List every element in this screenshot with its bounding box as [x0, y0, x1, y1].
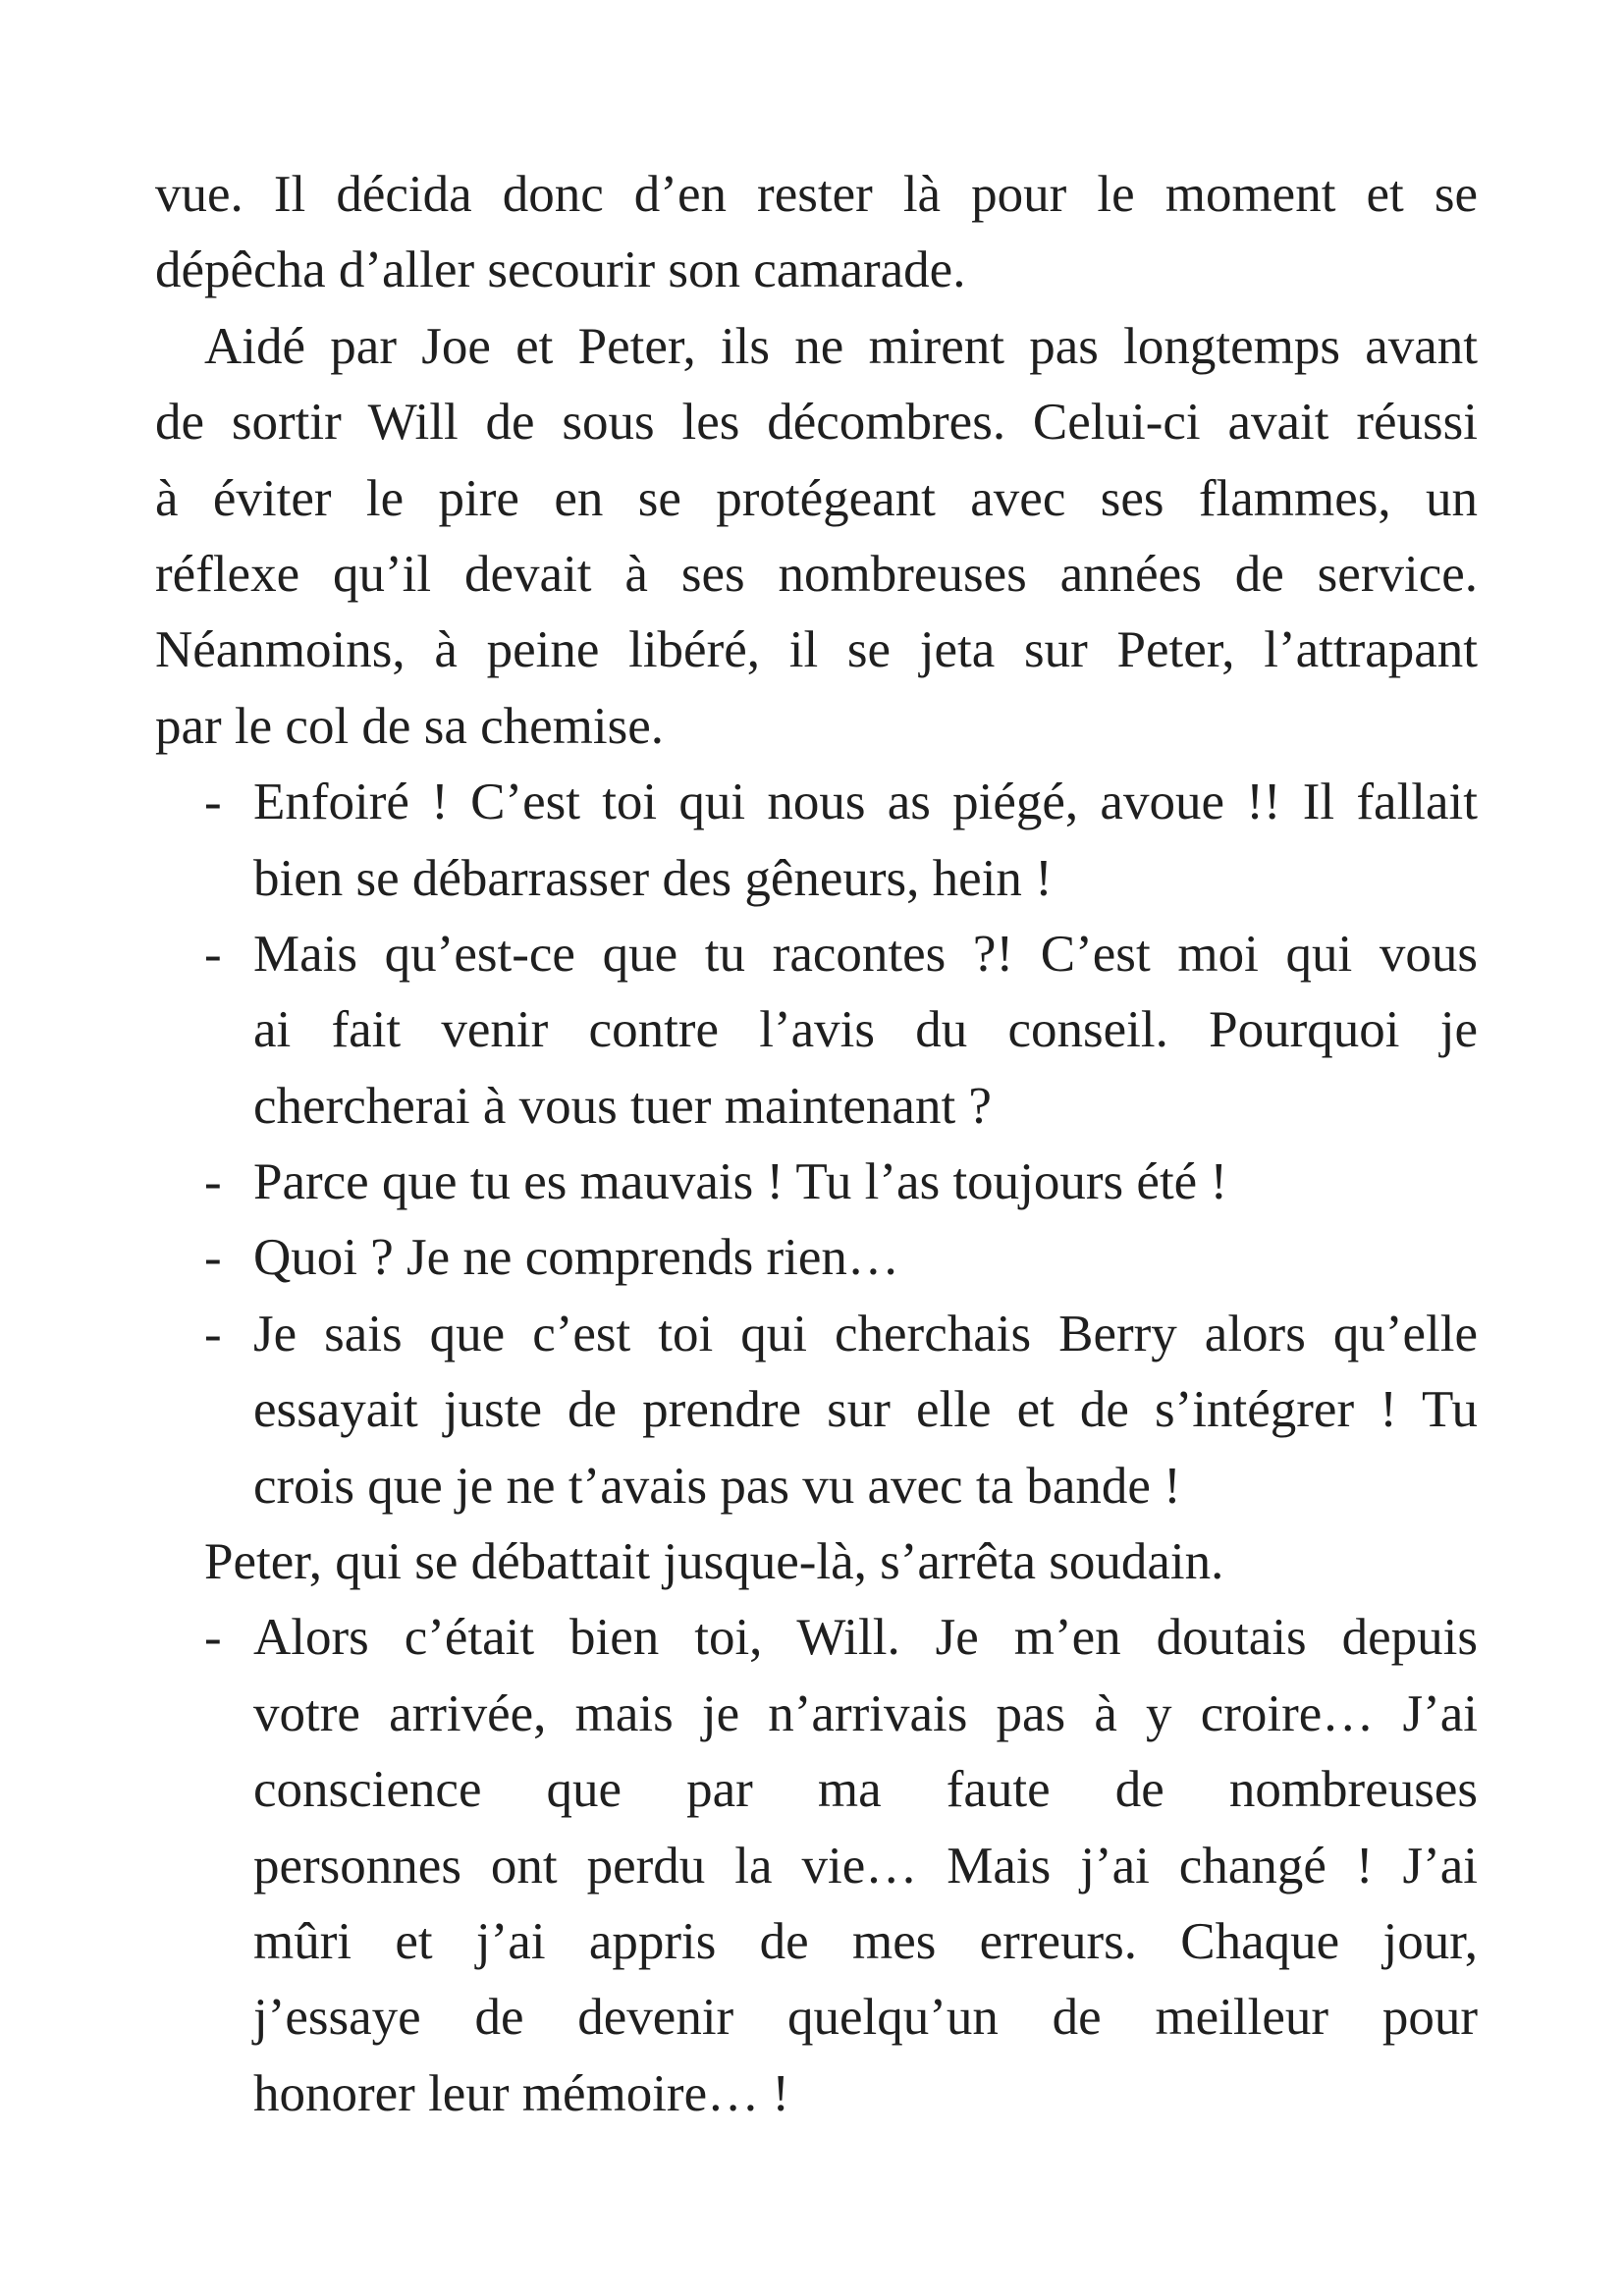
- text-line: votre arrivée, mais je n’arrivais pas à y croire… J’ai: [253, 1684, 1478, 1742]
- text-line: bien se débarrasser des gêneurs, hein !: [253, 849, 1053, 907]
- text-line: Je sais que c’est toi qui cherchais Berry alors qu’elle: [253, 1305, 1478, 1362]
- text-line: conscience que par ma faute de nombreuses: [253, 1761, 1478, 1819]
- dialogue-line: [155, 1145, 1478, 1220]
- paragraph-narration: [155, 309, 1478, 765]
- text-line: à éviter le pire en se protégeant avec ses flammes, un: [155, 469, 1478, 527]
- text-line: Néanmoins, à peine libéré, il se jeta sur Peter, l’attrapant: [155, 621, 1478, 679]
- book-page: [155, 157, 1478, 2132]
- dialogue-dash: -: [204, 774, 222, 831]
- text-line: réflexe qu’il devait à ses nombreuses années de service.: [155, 545, 1478, 603]
- text-line: Parce que tu es mauvais ! Tu l’as toujours été !: [253, 1153, 1228, 1211]
- dialogue-line: [155, 765, 1478, 917]
- text-line: Quoi ? Je ne comprends rien…: [253, 1229, 899, 1287]
- text-line: Aidé par Joe et Peter, ils ne mirent pas longtemps avant: [204, 317, 1478, 375]
- paragraph-narration: [155, 1524, 1478, 1600]
- text-line: j’essaye de devenir quelqu’un de meilleur pour: [253, 1989, 1478, 2047]
- dialogue-dash: -: [204, 925, 222, 983]
- paragraph-continuation: [155, 157, 1478, 309]
- dialogue-line: [155, 1220, 1478, 1296]
- dialogue-dash: -: [204, 1229, 222, 1287]
- text-line: Peter, qui se débattait jusque-là, s’arrêta soudain.: [204, 1533, 1224, 1591]
- dialogue-dash: -: [204, 1609, 222, 1667]
- text-line: essayait juste de prendre sur elle et de s’intégrer ! Tu: [253, 1381, 1478, 1439]
- text-line: dépêcha d’aller secourir son camarade.: [155, 241, 966, 299]
- text-line: mûri et j’ai appris de mes erreurs. Chaque jour,: [253, 1912, 1478, 1970]
- text-line: vue. Il décida donc d’en rester là pour le moment et se: [155, 166, 1478, 223]
- text-line: Alors c’était bien toi, Will. Je m’en doutais depuis: [253, 1609, 1478, 1667]
- text-line: Mais qu’est-ce que tu racontes ?! C’est moi qui vous: [253, 925, 1478, 983]
- text-line: ai fait venir contre l’avis du conseil. Pourquoi je: [253, 1001, 1478, 1059]
- dialogue-line: [155, 1297, 1478, 1524]
- text-line: par le col de sa chemise.: [155, 697, 664, 755]
- text-line: crois que je ne t’avais pas vu avec ta bande !: [253, 1457, 1181, 1515]
- text-line: Enfoiré ! C’est toi qui nous as piégé, avoue !! Il fallait: [253, 774, 1478, 831]
- text-line: de sortir Will de sous les décombres. Celui-ci avait réussi: [155, 394, 1478, 452]
- text-line: chercherai à vous tuer maintenant ?: [253, 1077, 992, 1135]
- dialogue-line: [155, 917, 1478, 1145]
- text-line: personnes ont perdu la vie… Mais j’ai changé ! J’ai: [253, 1837, 1478, 1895]
- dialogue-dash: -: [204, 1305, 222, 1362]
- dialogue-line: [155, 1600, 1478, 2132]
- text-line: honorer leur mémoire… !: [253, 2064, 789, 2122]
- dialogue-dash: -: [204, 1153, 222, 1211]
